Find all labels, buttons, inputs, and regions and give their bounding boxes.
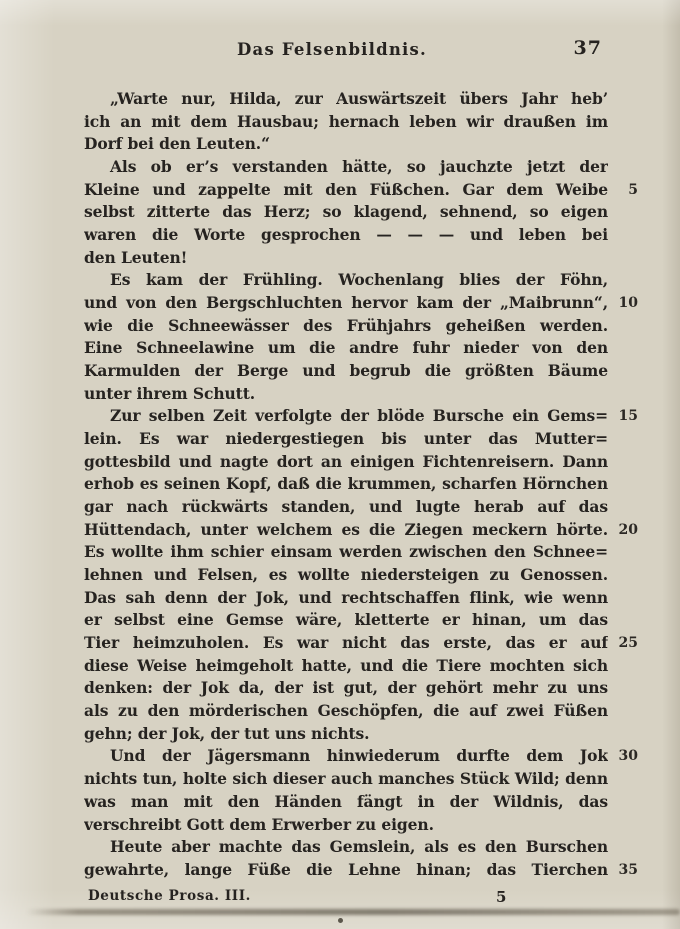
line-number — [608, 201, 638, 224]
text-line — [84, 791, 638, 814]
line-text: wie die Schneewässer des Frühjahrs geheißen werden. — [84, 315, 608, 335]
text-line — [84, 88, 638, 111]
text-line — [84, 814, 638, 837]
line-text: den Leuten! — [84, 247, 188, 267]
text-line — [84, 224, 638, 247]
text-line — [84, 201, 638, 224]
text-line — [84, 587, 638, 610]
page-bottom-edge — [26, 909, 680, 915]
line-number — [608, 836, 638, 859]
text-line — [84, 133, 638, 156]
text-line — [84, 247, 638, 270]
line-text: gottesbild und nagte dort an einigen Fichtenreisern. Dann — [84, 451, 608, 471]
line-number — [608, 383, 638, 406]
line-number: 5 — [628, 181, 638, 198]
line-number — [608, 700, 638, 723]
line-number — [608, 564, 638, 587]
line-number — [608, 541, 638, 564]
text-line — [84, 451, 638, 474]
text-line — [84, 156, 638, 179]
sheet-signature: 5 — [496, 888, 507, 906]
line-number — [608, 337, 638, 360]
line-number — [608, 247, 638, 270]
line-text: Zur selben Zeit verfolgte der blöde Bursche ein Gems= — [110, 406, 608, 426]
line-number — [608, 791, 638, 814]
text-line — [84, 836, 638, 859]
line-text: „Warte nur, Hilda, zur Auswärtszeit übers Jahr heb’ — [110, 89, 608, 108]
line-text: lehnen und Felsen, es wollte niedersteigen zu Genossen. — [84, 565, 608, 585]
text-line — [84, 723, 638, 746]
text-line — [84, 496, 638, 519]
line-number — [608, 677, 638, 700]
line-text: Kleine und zappelte mit den Füßchen. Gar dem Weibe — [84, 179, 608, 199]
line-number: 30 — [618, 748, 638, 765]
line-number — [608, 88, 638, 111]
line-text: denken: der Jok da, der ist gut, der gehört mehr zu uns — [84, 678, 608, 698]
text-block — [84, 88, 638, 882]
line-number — [608, 609, 638, 632]
line-text: unter ihrem Schutt. — [84, 383, 256, 403]
text-line — [84, 337, 638, 360]
text-line — [84, 360, 638, 383]
line-number — [608, 111, 638, 134]
line-number: 35 — [618, 861, 638, 878]
running-head-title: Das Felsenbildnis. — [237, 40, 427, 59]
line-text: Eine Schneelawine um die andre fuhr nieder von den — [84, 338, 608, 358]
text-line — [84, 428, 638, 451]
text-line — [84, 700, 638, 723]
line-text: gar nach rückwärts standen, und lugte herab auf das — [84, 497, 608, 517]
line-text: selbst zitterte das Herz; so klagend, sehnend, so eigen — [84, 202, 608, 222]
line-number: 10 — [618, 295, 638, 312]
page-number: 37 — [573, 37, 602, 59]
line-text: Dorf bei den Leuten.“ — [84, 134, 270, 154]
line-number — [608, 224, 638, 247]
line-number — [608, 451, 638, 474]
line-text: was man mit den Händen fängt in der Wildnis, das — [84, 791, 608, 811]
text-line — [84, 609, 638, 632]
text-line — [84, 111, 638, 134]
line-text: Das sah denn der Jok, und rechtschaffen flink, wie wenn — [84, 587, 608, 607]
page-footer — [84, 888, 638, 910]
text-line — [84, 745, 638, 768]
text-line — [84, 473, 638, 496]
line-text: ich an mit dem Hausbau; hernach leben wir draußen im — [84, 111, 608, 131]
line-text: Karmulden der Berge und begrub die größten Bäume — [84, 361, 608, 381]
footer-imprint: Deutsche Prosa. III. — [88, 888, 251, 904]
text-line — [84, 383, 638, 406]
text-line — [84, 315, 638, 338]
line-text: Als ob er’s verstanden hätte, so jauchzte jetzt der — [110, 157, 608, 177]
line-text: Tier heimzuholen. Es war nicht das erste, das er auf — [84, 633, 608, 653]
line-number — [608, 269, 638, 292]
scan-speck — [338, 918, 343, 923]
line-text: als zu den mörderischen Geschöpfen, die auf zwei Füßen — [84, 701, 608, 721]
line-text: erhob es seinen Kopf, daß die krummen, scharfen Hörnchen — [84, 474, 608, 494]
text-line — [84, 179, 638, 202]
text-line — [84, 405, 638, 428]
text-line — [84, 564, 638, 587]
line-text: und von den Bergschluchten hervor kam der „Maibrunn“, — [84, 293, 608, 313]
text-line — [84, 519, 638, 542]
line-text: diese Weise heimgeholt hatte, und die Tiere mochten sich — [84, 655, 608, 675]
text-line — [84, 768, 638, 791]
line-number: 20 — [618, 521, 638, 538]
text-line — [84, 269, 638, 292]
line-text: verschreibt Gott dem Erwerber zu eigen. — [84, 814, 434, 834]
page-header — [84, 37, 608, 64]
text-line — [84, 655, 638, 678]
line-number — [608, 723, 638, 746]
line-text: Hüttendach, unter welchem es die Ziegen meckern hörte. — [84, 519, 608, 539]
line-number — [608, 655, 638, 678]
line-text: lein. Es war niedergestiegen bis unter das Mutter= — [84, 429, 608, 449]
line-number — [608, 814, 638, 837]
line-text: nichts tun, holte sich dieser auch manches Stück Wild; denn — [84, 769, 608, 789]
text-line — [84, 632, 638, 655]
line-text: gehn; der Jok, der tut uns nichts. — [84, 723, 370, 743]
line-number — [608, 156, 638, 179]
line-text: Es kam der Frühling. Wochenlang blies der Föhn, — [110, 270, 608, 290]
text-line — [84, 292, 638, 315]
line-number — [608, 315, 638, 338]
text-line — [84, 677, 638, 700]
line-text: gewahrte, lange Füße die Lehne hinan; das Tierchen — [84, 859, 608, 879]
line-number — [608, 587, 638, 610]
line-text: Es wollte ihm schier einsam werden zwischen den Schnee= — [84, 542, 608, 562]
line-text: Und der Jägersmann hinwiederum durfte dem Jok — [110, 746, 608, 766]
line-number — [608, 133, 638, 156]
line-number: 15 — [618, 408, 638, 425]
line-text: Heute aber machte das Gemslein, als es den Burschen — [110, 837, 608, 857]
line-number — [608, 496, 638, 519]
line-text: waren die Worte gesprochen — — — und leben bei — [84, 225, 608, 245]
line-number — [608, 428, 638, 451]
text-line — [84, 859, 638, 882]
text-line — [84, 541, 638, 564]
line-number: 25 — [618, 635, 638, 652]
line-number — [608, 473, 638, 496]
line-number — [608, 360, 638, 383]
line-number — [608, 768, 638, 791]
line-text: er selbst eine Gemse wäre, kletterte er hinan, um das — [84, 610, 608, 630]
